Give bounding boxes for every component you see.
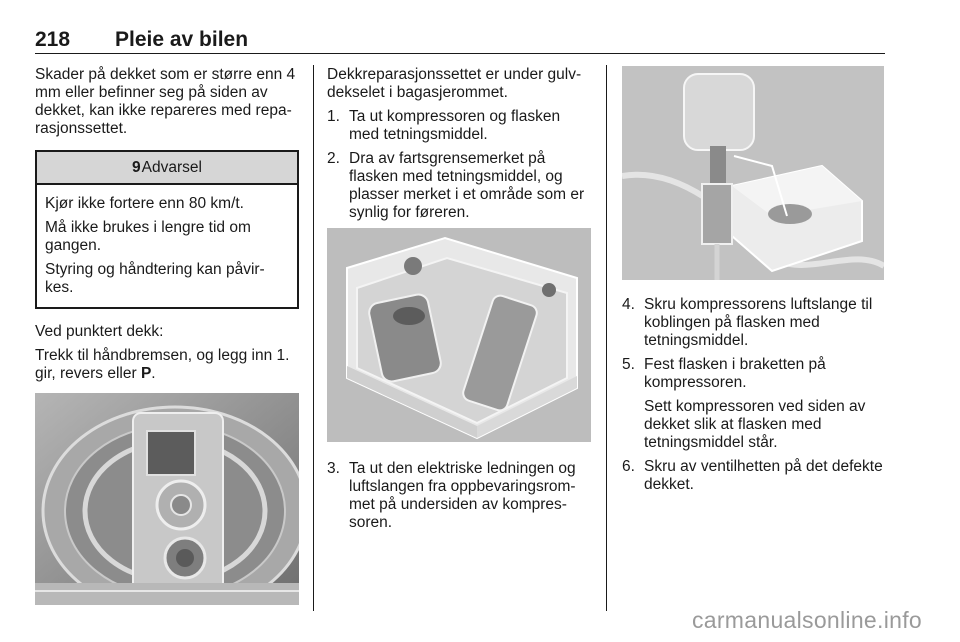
step-item: 6. Skru av ventilhetten på det defekte dekket. bbox=[622, 458, 883, 493]
step-item: 4. Skru kompressorens luftslange til koblingen på flasken med tetningsmiddel. bbox=[622, 296, 873, 349]
flat-tire-heading: Ved punktert dekk: bbox=[35, 323, 164, 340]
steps-list-3 bbox=[622, 296, 886, 494]
warning-title: Advarsel bbox=[141, 159, 202, 176]
compressor-storage-illustration bbox=[327, 228, 591, 442]
step-item: 2. Dra av fartsgrensemerket på flasken med tetningsmiddel, og plasser merket i et område som er synlig for føreren. bbox=[327, 150, 585, 221]
warning-line: Styring og håndtering kan påvir-kes. bbox=[45, 261, 265, 296]
intro-paragraph: Skader på dekket som er større enn 4 mm eller befinner seg på siden av dekket, kan ikke repareres med repa-rasjonssettet. bbox=[35, 66, 296, 137]
warning-icon: 9 bbox=[132, 159, 141, 176]
warning-line: Kjør ikke fortere enn 80 km/t. bbox=[45, 195, 244, 212]
warning-box bbox=[35, 150, 299, 309]
warning-line: Må ikke brukes i lengre tid om gangen. bbox=[45, 219, 251, 254]
header-divider bbox=[35, 53, 885, 54]
warning-body bbox=[37, 185, 297, 307]
page-number: 218 bbox=[35, 28, 71, 51]
page-header bbox=[35, 28, 885, 52]
location-paragraph: Dekkreparasjonssettet er under gulv-dekselet i bagasjerommet. bbox=[327, 66, 582, 101]
column-divider-2 bbox=[606, 65, 607, 611]
warning-header bbox=[37, 152, 297, 185]
watermark: carmanualsonline.info bbox=[691, 607, 922, 633]
step-item: 1. Ta ut kompressoren og flasken med tetningsmiddel. bbox=[327, 108, 561, 143]
step-item: 3. Ta ut den elektriske ledningen og luftslangen fra oppbevaringsrom-met på undersiden av kompres-soren. bbox=[327, 460, 576, 531]
column-1 bbox=[35, 66, 299, 605]
column-3 bbox=[622, 66, 886, 500]
steps-list-2 bbox=[327, 460, 593, 532]
steps-list-1 bbox=[327, 108, 593, 222]
spare-wheel-well-illustration bbox=[35, 393, 299, 605]
column-divider-1 bbox=[313, 65, 314, 611]
bottle-compressor-illustration bbox=[622, 66, 884, 280]
gear-p: P bbox=[140, 365, 152, 382]
handbrake-paragraph: Trekk til håndbremsen, og legg inn 1. gir, revers eller P. bbox=[35, 347, 290, 382]
column-2 bbox=[327, 66, 593, 538]
step-item: 5. Fest flasken i braketten på kompressoren. Sett kompressoren ved siden av dekket slik at flasken med tetningsmiddel står. bbox=[622, 356, 866, 451]
section-title: Pleie av bilen bbox=[115, 28, 249, 51]
